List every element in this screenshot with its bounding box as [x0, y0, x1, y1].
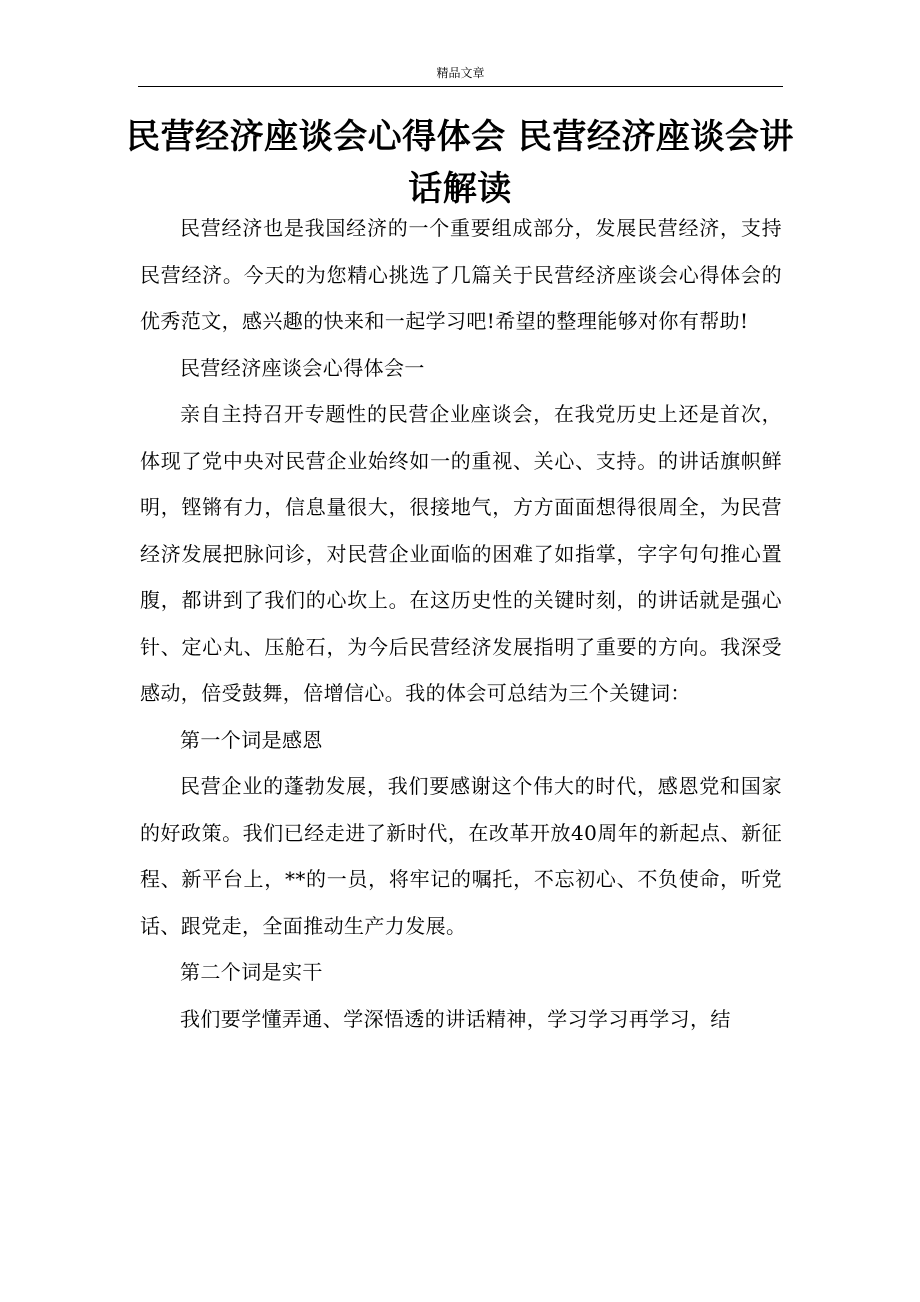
document-title: 民营经济座谈会心得体会 民营经济座谈会讲话解读 [126, 117, 794, 209]
body-paragraph: 民营企业的蓬勃发展，我们要感谢这个伟大的时代，感恩党和国家的好政策。我们已经走进了新时代，在改革开放40周年的新起点、新征程、新平台上，**的一员，将牢记的嘱托，不忘初心、不负使命，听党话、跟党走，全面推动生产力发展。 [140, 774, 782, 938]
section-heading-1: 民营经济座谈会心得体会一 [180, 355, 425, 380]
keyword-heading-1: 第一个词是感恩 [180, 727, 323, 752]
keyword-heading-2: 第二个词是实干 [180, 960, 323, 984]
intro-paragraph: 民营经济也是我国经济的一个重要组成部分，发展民营经济，支持民营经济。今天的为您精心挑选了几篇关于民营经济座谈会心得体会的优秀范文，感兴趣的快来和一起学习吧!希望的整理能够对你有帮助! [140, 216, 782, 333]
body-paragraph: 亲自主持召开专题性的民营企业座谈会，在我党历史上还是首次，体现了党中央对民营企业始终如一的重视、关心、支持。的讲话旗帜鲜明，铿锵有力，信息量很大，很接地气，方方面面想得很周全，为民营经济发展把脉问诊，对民营企业面临的困难了如指掌，字字句句推心置腹，都讲到了我们的心坎上。在这历史性的关键时刻，的讲话就是强心针、定心丸、压舱石，为今后民营经济发展指明了重要的方向。我深受感动，倍受鼓舞，倍增信心。我的体会可总结为三个关键词： [140, 402, 782, 705]
page-header: 精品文章 [138, 62, 783, 87]
body-paragraph: 我们要学懂弄通、学深悟透的讲话精神，学习学习再学习，结 [180, 1006, 731, 1031]
document-body [140, 205, 782, 1042]
